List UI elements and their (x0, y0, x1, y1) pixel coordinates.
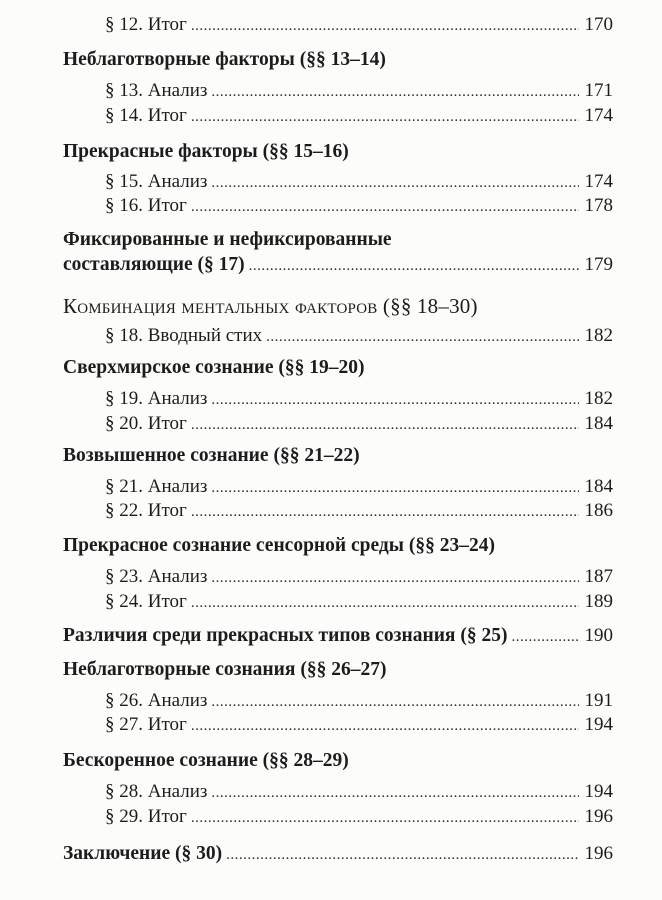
toc-heading-label: Различия среди прекрасных типов сознания (§ 25) (63, 625, 508, 646)
dot-leader (211, 480, 578, 497)
dot-leader (266, 329, 578, 346)
dot-leader (226, 847, 578, 864)
toc-page-number: 186 (584, 500, 613, 521)
dot-leader (211, 785, 578, 802)
dot-leader (211, 84, 578, 101)
toc-heading-label: Заключение (§ 30) (63, 843, 223, 864)
toc-entry (105, 388, 613, 410)
toc-heading (63, 229, 392, 251)
toc-entry (105, 171, 613, 193)
toc-entry (105, 80, 613, 102)
toc-part-heading (63, 294, 613, 319)
toc-entry-label: § 26. Анализ (105, 690, 208, 711)
toc-heading (63, 659, 386, 681)
dot-leader (249, 258, 579, 275)
dot-leader (211, 570, 578, 587)
toc-page-number: 171 (584, 80, 613, 101)
toc-entry (105, 14, 613, 36)
toc-heading-continued (63, 254, 613, 276)
toc-entry-label: § 18. Вводный стих (105, 325, 263, 346)
toc-entry (105, 690, 613, 712)
toc-entry-label: § 22. Итог (105, 500, 187, 521)
toc-entry (105, 591, 613, 613)
dot-leader (191, 504, 579, 521)
toc-entry (105, 476, 613, 498)
dot-leader (191, 18, 579, 35)
dot-leader (191, 109, 579, 126)
dot-leader (211, 694, 578, 711)
toc-page-number: 194 (584, 781, 613, 802)
toc-heading-label: Неблаготворные сознания (§§ 26–27) (63, 659, 387, 680)
toc-heading-label: Прекрасные факторы (§§ 15–16) (63, 141, 349, 162)
dot-leader (191, 595, 579, 612)
toc-heading-label: Возвышенное сознание (§§ 21–22) (63, 445, 360, 466)
toc-entry-label: § 12. Итог (105, 14, 187, 35)
toc-entry (105, 806, 613, 828)
toc-heading-label: Прекрасное сознание сенсорной среды (§§ 23–24) (63, 535, 495, 556)
dot-leader (211, 175, 578, 192)
toc-page-number: 179 (584, 254, 613, 275)
toc-page-number: 182 (584, 325, 613, 346)
toc-heading-with-page (63, 843, 613, 865)
dot-leader (191, 417, 579, 434)
toc-entry-label: § 19. Анализ (105, 388, 208, 409)
toc-page-number: 187 (584, 566, 613, 587)
toc-page-number: 189 (584, 591, 613, 612)
toc-entry-label: § 23. Анализ (105, 566, 208, 587)
toc-page-number: 178 (584, 195, 613, 216)
toc-page-number: 190 (584, 625, 613, 646)
toc-heading (63, 750, 349, 772)
toc-part-label: Комбинация ментальных факторов (§§ 18–30) (63, 294, 478, 318)
toc-page-number: 194 (584, 714, 613, 735)
toc-entry (105, 566, 613, 588)
toc-heading-label: Бескоренное сознание (§§ 28–29) (63, 750, 349, 771)
toc-page-number: 196 (584, 843, 613, 864)
dot-leader (191, 199, 579, 216)
toc-entry (105, 781, 613, 803)
toc-heading (63, 141, 349, 163)
toc-page-number: 170 (584, 14, 613, 35)
toc-page-number: 191 (584, 690, 613, 711)
dot-leader (511, 629, 578, 646)
toc-entry-label: § 16. Итог (105, 195, 187, 216)
toc-heading (63, 445, 360, 467)
toc-entry (105, 413, 613, 435)
toc-heading-label: составляющие (§ 17) (63, 254, 245, 275)
toc-entry-label: § 13. Анализ (105, 80, 208, 101)
toc-page-number: 184 (584, 413, 613, 434)
dot-leader (191, 810, 579, 827)
toc-entry (105, 195, 613, 217)
toc-entry (105, 325, 613, 347)
toc-entry (105, 500, 613, 522)
toc-entry (105, 105, 613, 127)
toc-entry-label: § 15. Анализ (105, 171, 208, 192)
toc-entry-label: § 21. Анализ (105, 476, 208, 497)
dot-leader (211, 392, 578, 409)
toc-heading-label: Неблаготворные факторы (§§ 13–14) (63, 49, 386, 70)
toc-page-number: 184 (584, 476, 613, 497)
toc-entry-label: § 24. Итог (105, 591, 187, 612)
dot-leader (191, 718, 579, 735)
toc-heading (63, 49, 386, 71)
toc-entry-label: § 28. Анализ (105, 781, 208, 802)
toc-entry-label: § 20. Итог (105, 413, 187, 434)
toc-heading-with-page (63, 625, 613, 647)
toc-heading (63, 535, 495, 557)
toc-page-number: 182 (584, 388, 613, 409)
toc-entry-label: § 14. Итог (105, 105, 187, 126)
toc-entry (105, 714, 613, 736)
toc-entry-label: § 29. Итог (105, 806, 187, 827)
toc-page-number: 174 (584, 171, 613, 192)
toc-page-number: 196 (584, 806, 613, 827)
toc-page-number: 174 (584, 105, 613, 126)
toc-heading-label: Сверхмирское сознание (§§ 19–20) (63, 357, 365, 378)
toc-heading (63, 357, 364, 379)
toc-entry-label: § 27. Итог (105, 714, 187, 735)
toc-heading-label: Фиксированные и нефиксированные (63, 229, 392, 250)
